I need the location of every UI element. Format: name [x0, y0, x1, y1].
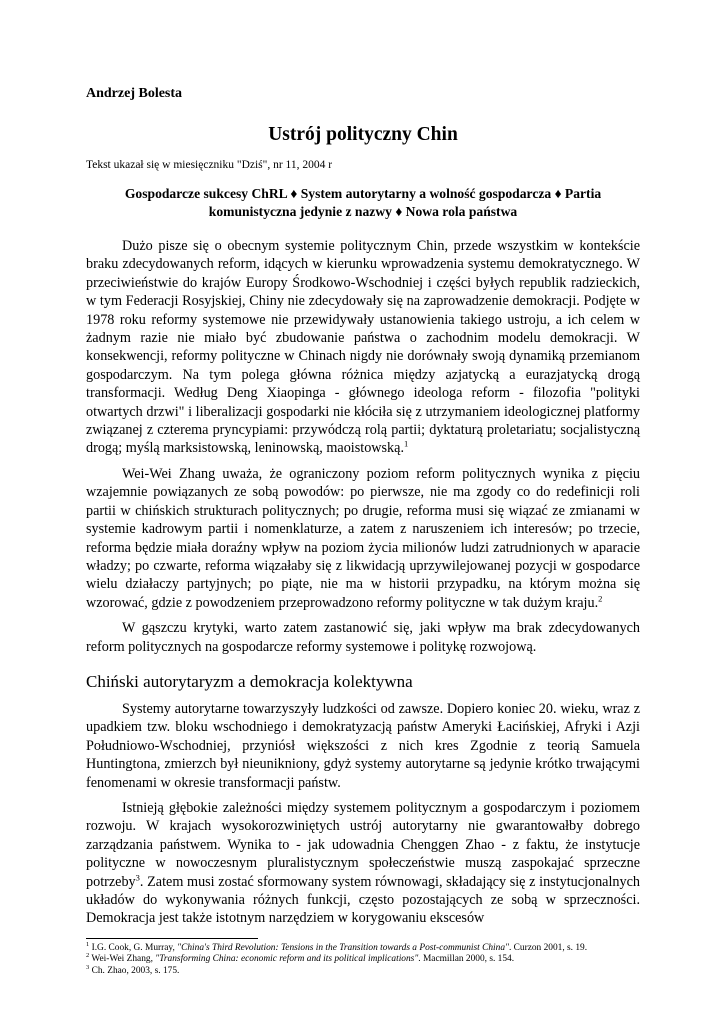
- footnote-separator: [86, 938, 258, 939]
- section-paragraph-1: Systemy autorytarne towarzyszyły ludzkości od zawsze. Dopiero koniec 20. wieku, wraz z upadkiem tzw. bloku wschodniego i demokratyzacją państw Ameryki Łacińskiej, Afryki i Azji Południowo-Wschodniej, przyniósł większości z nich kres Zgodnie z teorią Samuela Huntingtona, zmierzch był nieunikniony, gdyż systemy autorytarne są jedynie krótko trwającymi fenomenami w okresie transformacji państw.: [86, 700, 640, 791]
- footnote-1: $^1$ I.G. Cook, G. Murray, "China's Third Revolution: Tensions in the Transition towards a Post-communist China". Curzon 2001, s. 19.: [86, 940, 588, 953]
- paragraph-1: Dużo pisze się o obecnym systemie politycznym Chin, przede wszystkim w kontekście braku zdecydowanych reform, idących w kierunku wprowadzenia systemu demokratycznego. W przeciwieństwie do krajów Europy Środkowo-Wschodniej i części byłych republik radzieckich, w tym Federacji Rosyjskiej, Chiny nie zdecydowały się na zaprowadzenie demokracji. Podjęte w 1978 roku reformy systemowe nie przewidywały ustanowienia takiego ustroju, a ich celem w żadnym razie nie miało być zbudowanie państwa o zachodnim modelu demokracji. W konsekwencji, reformy polityczne w Chinach nigdy nie dorównały swoją dynamiką przemianom gospodarczym. Na tym polega główna różnica między azjatycką a eurazjatycką drogą transformacji. Według Deng Xiaopinga - głównego ideologa reform - filozofia "polityki otwartych drzwi" i liberalizacji gospodarki nie kłóciła się z utrzymaniem ideologicznej platformy związanej z czterema pryncypiami: przywódczą rolą partii; dyktaturą proletariatu; socjalistyczną drogą; myślą marksistowską, leninowską, maoistowską.$^1$: [86, 238, 640, 457]
- source-note: Tekst ukazał się w miesięczniku "Dziś", nr 11, 2004 r: [86, 159, 333, 171]
- section-heading: Chiński autorytaryzm a demokracja kolektywna: [86, 671, 413, 691]
- article-subtitle: Gospodarcze sukcesy ChRL ♦ System autorytarny a wolność gospodarcza ♦ Partia komunistyczna jedynie z nazwy ♦ Nowa rola państwa: [124, 186, 602, 219]
- footnote-ref-3[interactable]: 3: [135, 871, 140, 882]
- paragraph-2: Wei-Wei Zhang uważa, że ograniczony poziom reform politycznych wynika z pięciu wzajemnie powiązanych ze sobą powodów: po pierwsze, nie ma zgody co do redefinicji roli partii w chińskich strukturach politycznych; po drugie, reforma musi się wiązać ze zmianami w systemie kadrowym partii i nomenklaturze, a zatem z naruszeniem ich interesów; po trzecie, reforma będzie miała doraźny wpływ na poziom życia milionów ludzi zatrudnionych w aparacie władzy; po czwarte, reforma wiązałaby się z likwidacją uprzywilejowanej pozycji w gospodarce wielu działaczy partyjnych; po piąte, nie ma w historii przypadku, na którym można się wzorować, gdzie z powodzeniem przeprowadzono reformy polityczne w tak dużym kraju.$^2$: [86, 465, 640, 611]
- article-title: Ustrój polityczny Chin: [268, 124, 458, 145]
- author-name: Andrzej Bolesta: [86, 86, 183, 101]
- footnote-2: $^2$ Wei-Wei Zhang, "Transforming China: economic reform and its political implications". Macmillan 2000, s. 154.: [86, 952, 515, 965]
- section-paragraph-2: Istnieją głębokie zależności między systemem politycznym a gospodarczym i poziomem rozwoju. W krajach wysokorozwiniętych ustrój autorytarny nie gwarantowałby dobrego zarządzania państwem. Wynika to - jak udowadnia Chenggen Zhao - z faktu, że instytucje polityczne w nowoczesnym pluralistycznym społeczeństwie muszą zaspokajać sprzeczne potrzeby$^3$. Zatem musi zostać sformowany system równowagi, składający się z instytucjonalnych układów do wykonywania różnych funkcji, często pozostających ze sobą w sprzeczności. Demokracja jest także istotnym narzędziem w korygowaniu ekscesów: [86, 799, 640, 927]
- footnote-ref-1[interactable]: 1: [404, 438, 409, 449]
- footnote-ref-2[interactable]: 2: [598, 592, 603, 603]
- document-page: [86, 86, 640, 977]
- paragraph-3: W gąszczu krytyki, warto zatem zastanowić się, jaki wpływ ma brak zdecydowanych reform politycznych na gospodarcze reformy systemowe i politykę rozwojową.: [86, 620, 640, 655]
- footnote-3: $^3$ Ch. Zhao, 2003, s. 175.: [86, 963, 180, 976]
